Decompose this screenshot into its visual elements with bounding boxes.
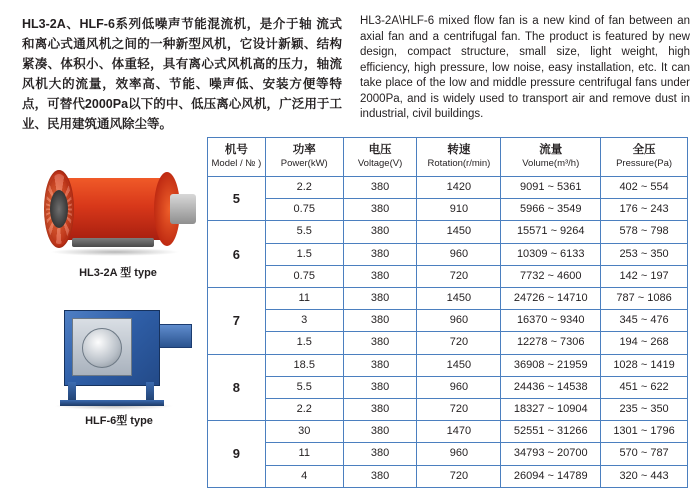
cell-voltage: 380 — [343, 221, 417, 243]
cell-volume: 26094 ~ 14789 — [501, 465, 601, 487]
cell-power: 11 — [265, 288, 343, 310]
table-row — [208, 399, 688, 421]
cell-model: 8 — [208, 354, 266, 421]
cell-pressure: 235 ~ 350 — [601, 399, 688, 421]
figure-axial-mixed-flow-fan — [28, 160, 208, 280]
cell-power: 5.5 — [265, 376, 343, 398]
fan-illustration-hlf-6 — [34, 300, 204, 408]
cell-pressure: 451 ~ 622 — [601, 376, 688, 398]
cell-volume: 34793 ~ 20700 — [501, 443, 601, 465]
cell-voltage: 380 — [343, 376, 417, 398]
table-row — [208, 332, 688, 354]
column-header-pressure: 全压 Pressure(Pa) — [601, 138, 688, 177]
table-row — [208, 243, 688, 265]
cell-rotation: 960 — [417, 310, 501, 332]
table-row — [208, 265, 688, 287]
cell-pressure: 402 ~ 554 — [601, 177, 688, 199]
cell-rotation: 1420 — [417, 177, 501, 199]
cell-power: 3 — [265, 310, 343, 332]
cell-model: 9 — [208, 421, 266, 488]
cell-voltage: 380 — [343, 399, 417, 421]
cell-power: 30 — [265, 421, 343, 443]
cell-volume: 24726 ~ 14710 — [501, 288, 601, 310]
table-row — [208, 465, 688, 487]
cell-voltage: 380 — [343, 199, 417, 221]
column-header-voltage: 电压 Voltage(V) — [343, 138, 417, 177]
cell-power: 1.5 — [265, 243, 343, 265]
description-chinese: HL3-2A、HLF-6系列低噪声节能混流机，是介于轴 流式和离心式通风机之间的一种新型风机，它设计新颖、结构紧凑、体积小、体重轻，具有离心式风机高的压力，轴流风机大的流量，效率高、节能、噪声低、安装方便等特点，可替代2000Pa以下的中、低压离心风机，广泛用于工业、民用建筑通风除尘等。 — [22, 17, 342, 131]
cell-volume: 52551 ~ 31266 — [501, 421, 601, 443]
table-row — [208, 288, 688, 310]
cell-model: 6 — [208, 221, 266, 288]
fan-inlet-cone — [82, 328, 122, 368]
fan-motor-box — [170, 194, 196, 224]
cell-volume: 18327 ~ 10904 — [501, 399, 601, 421]
specification-table — [207, 137, 688, 488]
fan-leg-left — [68, 382, 76, 402]
figure-caption: HL3-2A 型 type — [79, 267, 157, 279]
table-row — [208, 376, 688, 398]
table-row — [208, 443, 688, 465]
cell-rotation: 1450 — [417, 221, 501, 243]
cell-power: 2.2 — [265, 177, 343, 199]
cell-power: 0.75 — [265, 265, 343, 287]
cell-voltage: 380 — [343, 177, 417, 199]
cell-volume: 7732 ~ 4600 — [501, 265, 601, 287]
column-header-rotation: 转速 Rotation(r/min) — [417, 138, 501, 177]
cell-voltage: 380 — [343, 332, 417, 354]
cell-pressure: 345 ~ 476 — [601, 310, 688, 332]
cell-power: 2.2 — [265, 399, 343, 421]
cell-volume: 10309 ~ 6133 — [501, 243, 601, 265]
table-row — [208, 310, 688, 332]
fan-mounting-foot — [72, 238, 154, 247]
fan-leg-right — [146, 382, 154, 402]
column-header-model: 机号 Model / № ) — [208, 138, 266, 177]
fan-illustration-hl3-2a — [28, 160, 208, 260]
column-header-volume: 流量 Volume(m³/h) — [501, 138, 601, 177]
cell-power: 18.5 — [265, 354, 343, 376]
cell-pressure: 570 ~ 787 — [601, 443, 688, 465]
cell-model: 7 — [208, 288, 266, 355]
cell-pressure: 253 ~ 350 — [601, 243, 688, 265]
cell-rotation: 720 — [417, 332, 501, 354]
cell-volume: 12278 ~ 7306 — [501, 332, 601, 354]
cell-volume: 24436 ~ 14538 — [501, 376, 601, 398]
cell-pressure: 787 ~ 1086 — [601, 288, 688, 310]
fan-hub — [50, 190, 68, 228]
cell-pressure: 194 ~ 268 — [601, 332, 688, 354]
cell-volume: 16370 ~ 9340 — [501, 310, 601, 332]
cell-power: 0.75 — [265, 199, 343, 221]
cell-rotation: 1450 — [417, 354, 501, 376]
cell-power: 4 — [265, 465, 343, 487]
fan-base-frame — [60, 400, 164, 406]
specification-table-wrapper — [207, 137, 688, 488]
table-row — [208, 199, 688, 221]
cell-voltage: 380 — [343, 354, 417, 376]
cell-rotation: 960 — [417, 376, 501, 398]
fan-shadow — [50, 248, 180, 256]
table-row — [208, 354, 688, 376]
cell-rotation: 910 — [417, 199, 501, 221]
table-header-row — [208, 138, 688, 177]
cell-voltage: 380 — [343, 465, 417, 487]
cell-pressure: 320 ~ 443 — [601, 465, 688, 487]
cell-model: 5 — [208, 177, 266, 221]
cell-voltage: 380 — [343, 288, 417, 310]
description-english: HL3-2A\HLF-6 mixed flow fan is a new kind of fan between an axial fan and a centrifugal fan. The product is featured by new design, compact structure, small size, light weight, high efficiency, high pressure, low noise, easy installation, etc. It can take place of the low and middle pressure centrifugal fans under 2000Pa, and is widely used to transport air and remove dust in industrial, civil buildings. — [360, 15, 690, 120]
table-row — [208, 421, 688, 443]
cell-pressure: 578 ~ 798 — [601, 221, 688, 243]
column-header-power: 功率 Power(kW) — [265, 138, 343, 177]
cell-volume: 9091 ~ 5361 — [501, 177, 601, 199]
cell-voltage: 380 — [343, 421, 417, 443]
cell-rotation: 1470 — [417, 421, 501, 443]
cell-voltage: 380 — [343, 310, 417, 332]
cell-voltage: 380 — [343, 265, 417, 287]
cell-rotation: 1450 — [417, 288, 501, 310]
cell-pressure: 1028 ~ 1419 — [601, 354, 688, 376]
cell-rotation: 960 — [417, 243, 501, 265]
cell-power: 11 — [265, 443, 343, 465]
cell-volume: 36908 ~ 21959 — [501, 354, 601, 376]
cell-voltage: 380 — [343, 243, 417, 265]
cell-rotation: 960 — [417, 443, 501, 465]
cell-pressure: 176 ~ 243 — [601, 199, 688, 221]
cell-pressure: 1301 ~ 1796 — [601, 421, 688, 443]
cell-volume: 15571 ~ 9264 — [501, 221, 601, 243]
table-row — [208, 221, 688, 243]
table-body — [208, 177, 688, 488]
cell-rotation: 720 — [417, 399, 501, 421]
cell-rotation: 720 — [417, 265, 501, 287]
figure-box-type-fan — [34, 300, 204, 428]
cell-rotation: 720 — [417, 465, 501, 487]
table-row — [208, 177, 688, 199]
cell-volume: 5966 ~ 3549 — [501, 199, 601, 221]
figure-caption: HLF-6型 type — [85, 415, 153, 427]
cell-power: 1.5 — [265, 332, 343, 354]
cell-voltage: 380 — [343, 443, 417, 465]
cell-power: 5.5 — [265, 221, 343, 243]
cell-pressure: 142 ~ 197 — [601, 265, 688, 287]
